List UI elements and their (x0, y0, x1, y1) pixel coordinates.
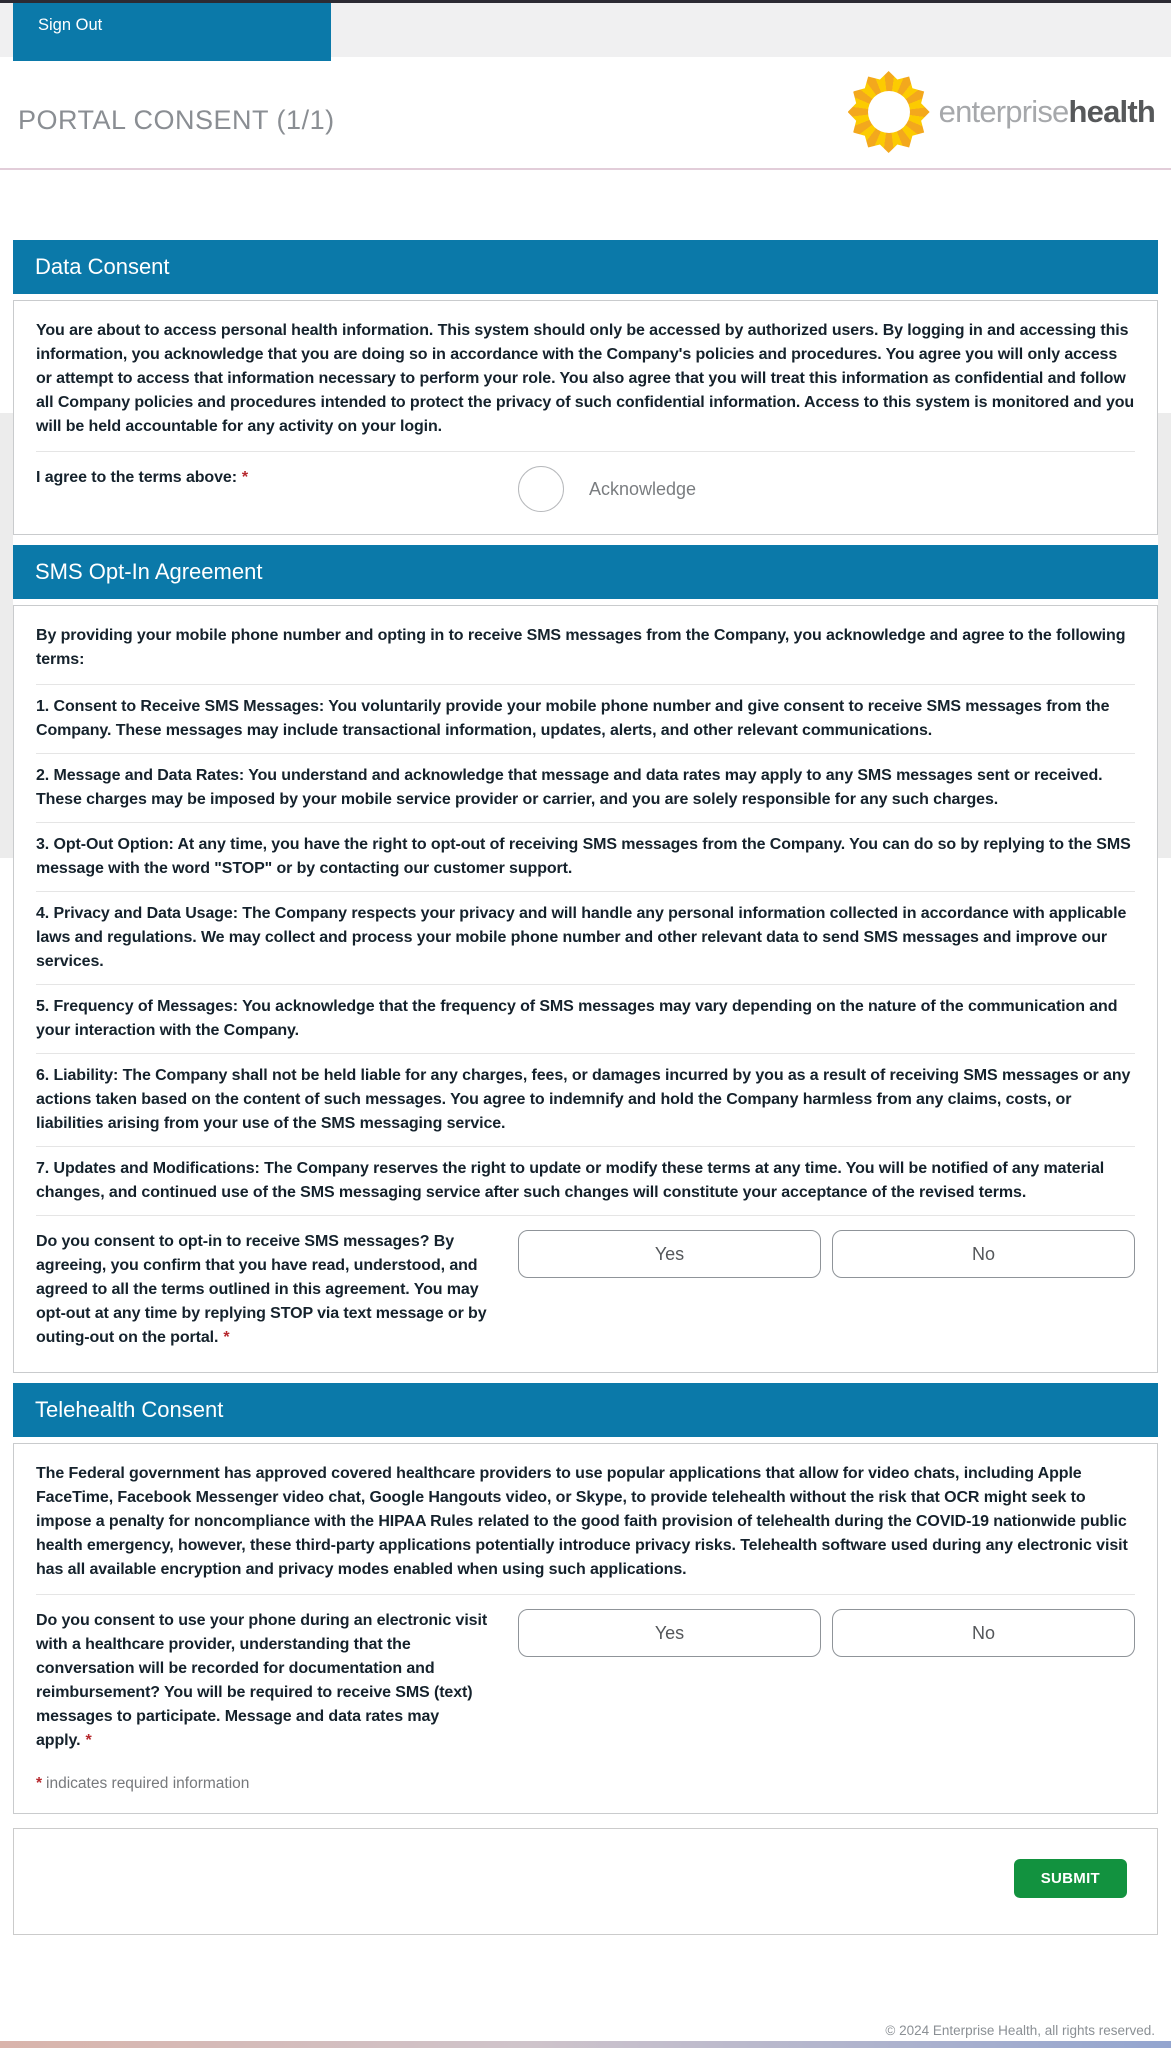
sms-term-1: 1. Consent to Receive SMS Messages: You voluntarily provide your mobile phone number and give consent to receive SMS messages from the Company. These messages may include transactional information, updates, alerts, and other relevant communications. (36, 684, 1135, 753)
agree-row (36, 451, 1135, 520)
page-body (0, 170, 1171, 1935)
sms-no-button[interactable]: No (832, 1230, 1135, 1278)
acknowledge-radio[interactable] (518, 466, 564, 512)
sms-term-2: 2. Message and Data Rates: You understand and acknowledge that message and data rates may apply to any SMS messages sent or received. These charges may be imposed by your mobile service provider or carrier, and you are solely responsible for any such charges. (36, 753, 1135, 822)
telehealth-question-row (36, 1594, 1135, 1761)
required-asterisk: * (241, 469, 249, 486)
sms-yes-button[interactable]: Yes (518, 1230, 821, 1278)
sms-question-text: Do you consent to opt-in to receive SMS messages? By agreeing, you confirm that you have read, understood, and agreed to all the terms outlined in this agreement. You may opt-out at any time by replying STOP via text message or by outing-out on the portal. (36, 1233, 487, 1346)
sign-out-button[interactable]: Sign Out (13, 3, 331, 61)
sms-intro-text: By providing your mobile phone number and opting in to receive SMS messages from the Company, you acknowledge and agree to the following terms: (36, 627, 1126, 668)
required-asterisk: * (85, 1732, 92, 1749)
form-container (13, 240, 1158, 1935)
enterprise-health-logo (848, 71, 1155, 153)
data-consent-text: You are about to access personal health information. This system should only be accessed by authorized users. By logging in and accessing this information, you acknowledge that you are doing so in accordance with the Company's policies and procedures. You agree you will only access or attempt to access that information necessary to perform your role. You also agree that you will treat this information as confidential and follow all Company policies and procedures intended to protect the privacy of such confidential information. Access to this system is monitored and you will be held accountable for any activity on your login. (36, 322, 1135, 435)
agree-label-text: I agree to the terms above: (36, 469, 237, 486)
telehealth-question-text: Do you consent to use your phone during an electronic visit with a healthcare provider, understanding that the conversation will be recorded for documentation and reimbursement? You will be required to receive SMS (text) messages to participate. Message and data rates may apply. (36, 1612, 488, 1749)
sunburst-logo-icon (848, 71, 930, 153)
telehealth-question-label (36, 1609, 518, 1753)
top-bar (0, 3, 1171, 57)
required-footnote-text: indicates required information (46, 1775, 250, 1792)
sms-term-5: 5. Frequency of Messages: You acknowledge that the frequency of SMS messages may vary depending on the nature of the communication and your interaction with the Company. (36, 984, 1135, 1053)
copyright-text: © 2024 Enterprise Health, all rights reserved. (885, 2023, 1155, 2038)
bottom-gradient-bar (0, 2041, 1171, 2048)
required-asterisk: * (223, 1329, 230, 1346)
agree-label (36, 466, 518, 512)
logo-word-health: health (1068, 94, 1155, 129)
logo-word-enterprise: enterprise (938, 94, 1069, 129)
submit-button[interactable]: SUBMIT (1014, 1859, 1127, 1898)
sms-question-label (36, 1230, 518, 1350)
section-body-data-consent (13, 300, 1158, 535)
required-footnote (36, 1775, 1135, 1799)
acknowledge-label: Acknowledge (589, 478, 697, 499)
telehealth-question-buttons (518, 1609, 1135, 1753)
sms-question-buttons (518, 1230, 1135, 1350)
telehealth-no-button[interactable]: No (832, 1609, 1135, 1657)
acknowledge-control (518, 466, 1135, 512)
right-edge-strip (1158, 413, 1171, 858)
sms-term-7: 7. Updates and Modifications: The Company reserves the right to update or modify these terms at any time. You will be notified of any material changes, and continued use of the SMS messaging service after such changes will constitute your acceptance of the revised terms. (36, 1146, 1135, 1215)
telehealth-text: The Federal government has approved covered healthcare providers to use popular applications that allow for video chats, including Apple FaceTime, Facebook Messenger video chat, Google Hangouts video, or Skype, to provide telehealth without the risk that OCR might seek to impose a penalty for noncompliance with the HIPAA Rules related to the good faith provision of telehealth during the COVID-19 nationwide public health emergency, however, these third-party applications potentially introduce privacy risks. Telehealth software used during any electronic visit has all available encryption and privacy modes enabled when using such applications. (36, 1465, 1128, 1578)
section-header-data-consent: Data Consent (13, 240, 1158, 294)
section-header-sms-opt-in: SMS Opt-In Agreement (13, 545, 1158, 599)
left-edge-strip (0, 413, 13, 858)
page-title: PORTAL CONSENT (1/1) (18, 105, 335, 135)
logo-wordmark (939, 94, 1155, 130)
section-body-sms-opt-in (13, 605, 1158, 1373)
sms-term-3: 3. Opt-Out Option: At any time, you have the right to opt-out of receiving SMS messages from the Company. You can do so by replying to the SMS message with the word "STOP" or by contacting our customer support. (36, 822, 1135, 891)
page-header (0, 57, 1171, 170)
submit-section (13, 1828, 1158, 1935)
section-body-telehealth (13, 1443, 1158, 1814)
telehealth-yes-button[interactable]: Yes (518, 1609, 821, 1657)
sms-term-6: 6. Liability: The Company shall not be held liable for any charges, fees, or damages incurred by you as a result of receiving SMS messages or any actions taken based on the content of such messages. You agree to indemnify and hold the Company harmless from any claims, costs, or liabilities arising from your use of the SMS messaging service. (36, 1053, 1135, 1146)
section-header-telehealth: Telehealth Consent (13, 1383, 1158, 1437)
sms-question-row (36, 1215, 1135, 1358)
sms-term-4: 4. Privacy and Data Usage: The Company respects your privacy and will handle any personal information collected in accordance with applicable laws and regulations. We may collect and process your mobile phone number and other relevant data to send SMS messages and improve our services. (36, 891, 1135, 984)
required-asterisk: * (36, 1775, 43, 1792)
